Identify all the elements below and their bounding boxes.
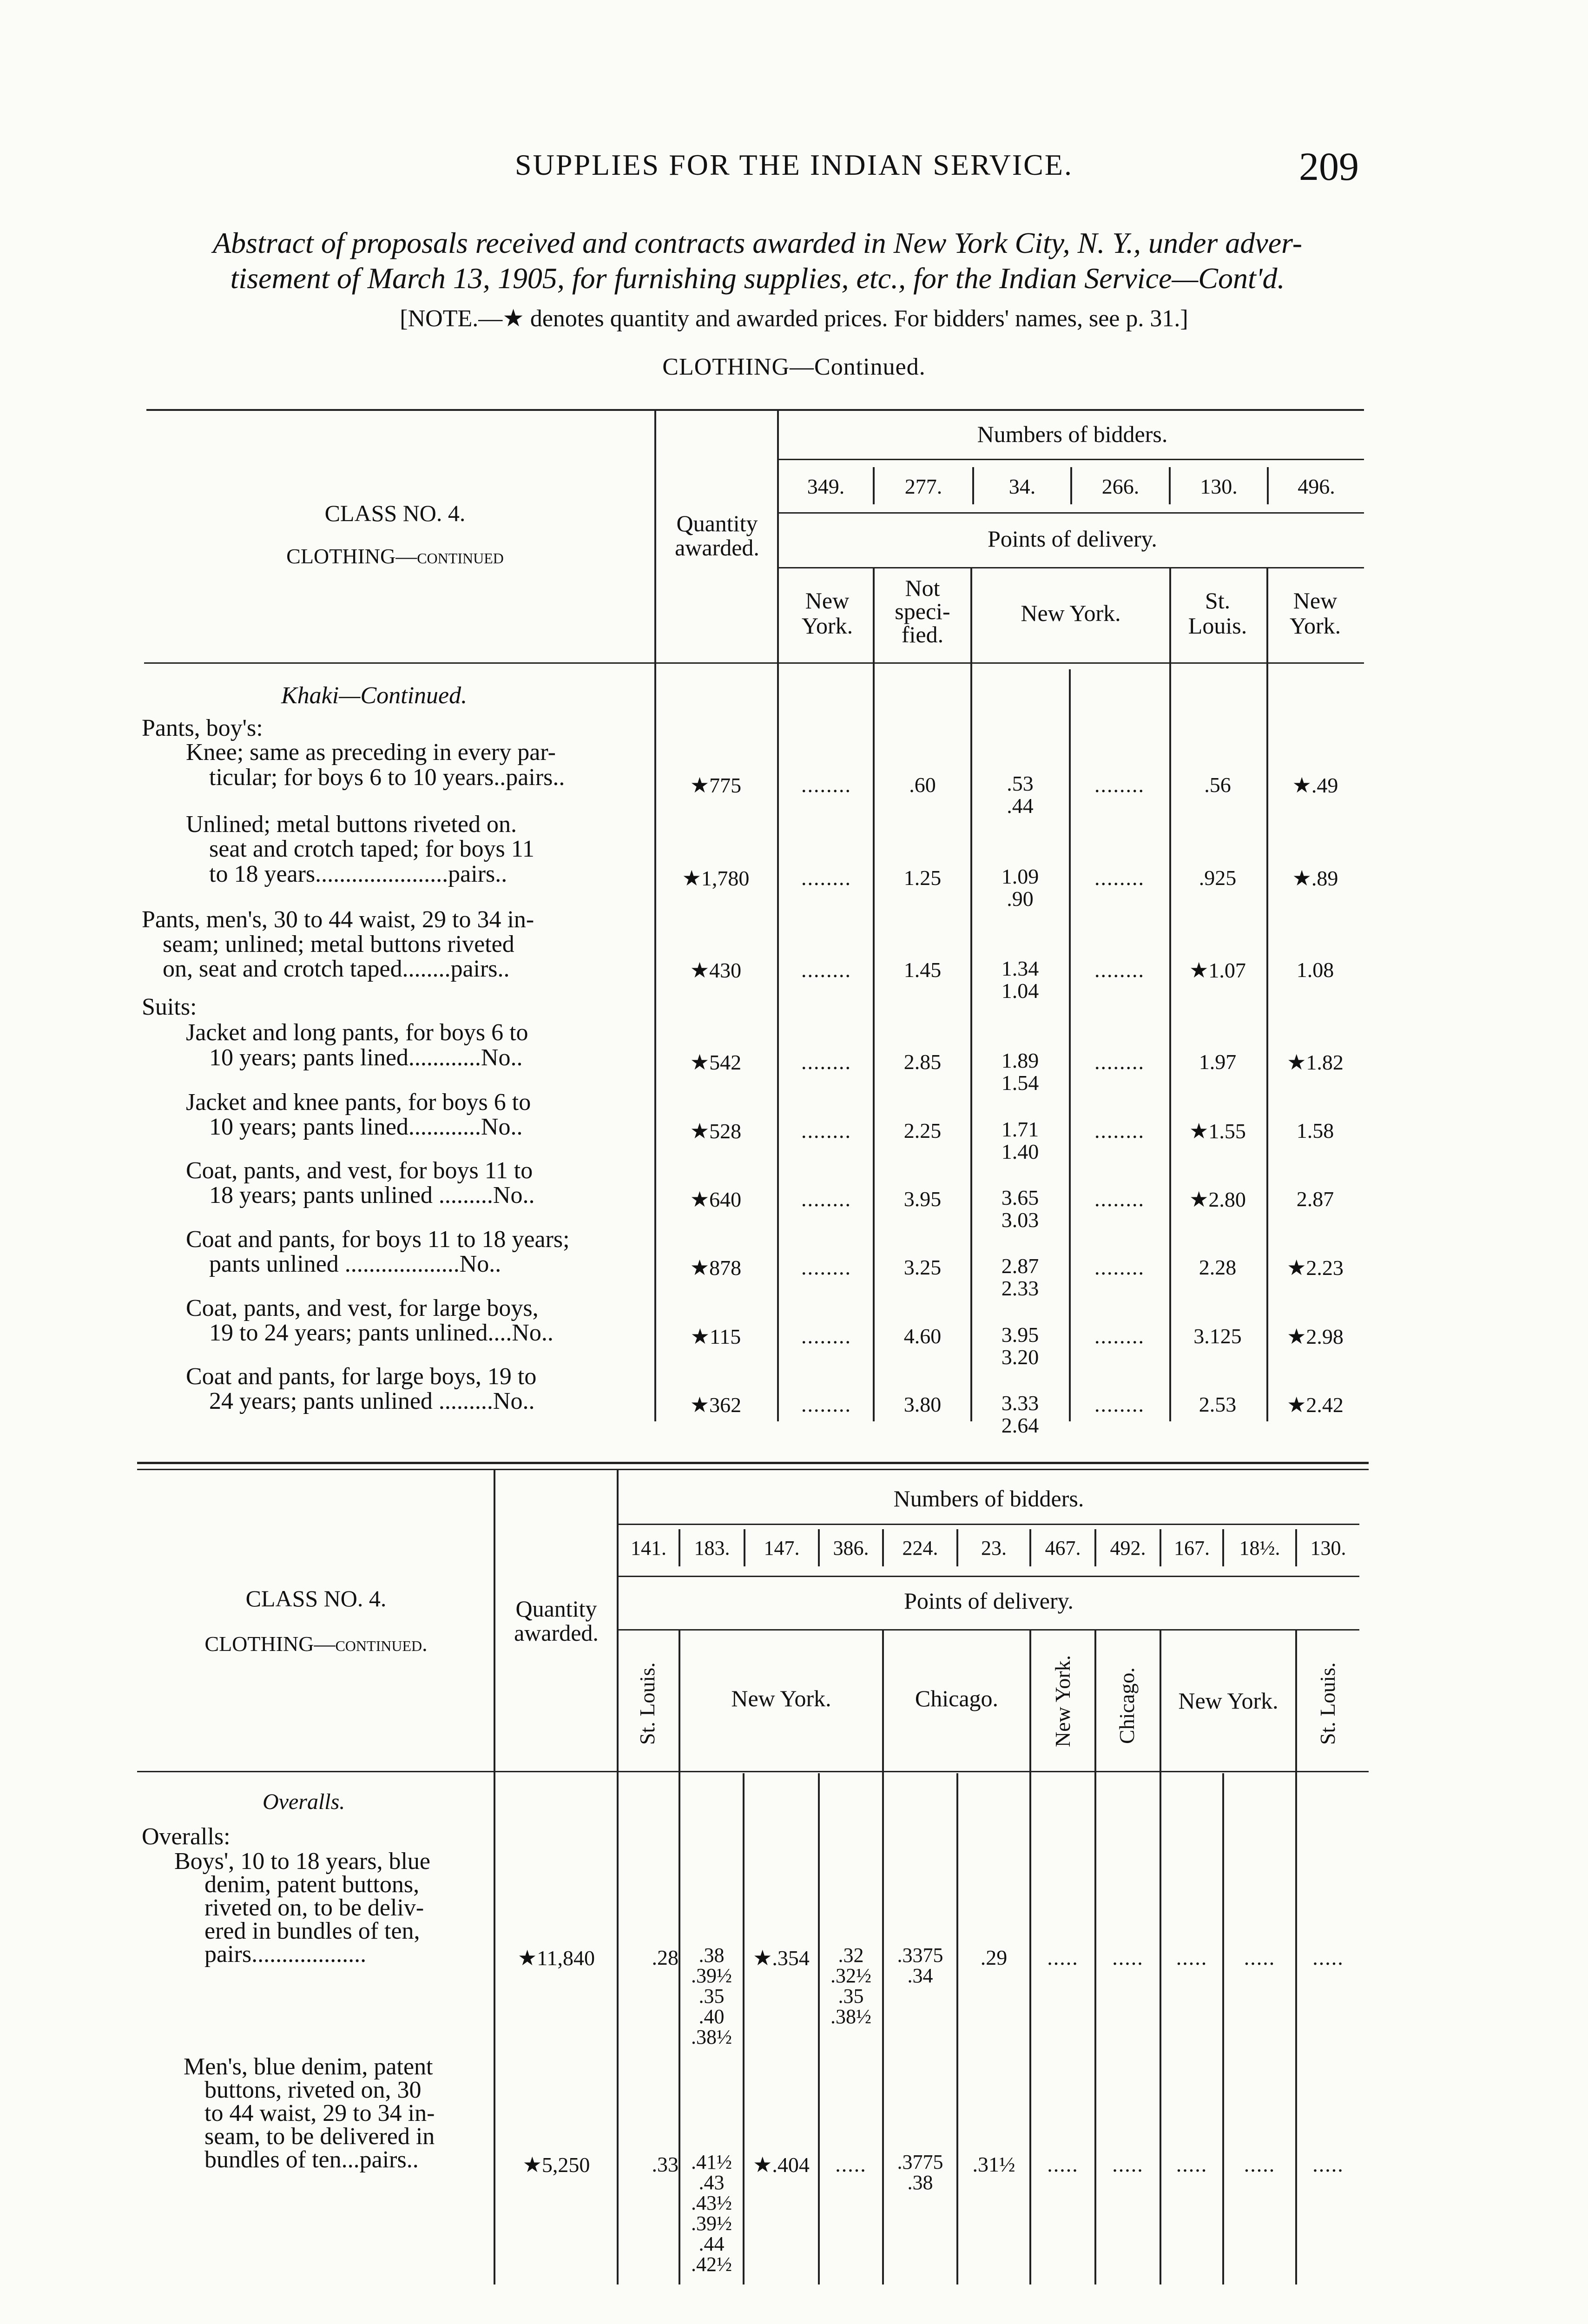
bidder-number: 18½. xyxy=(1239,1537,1280,1559)
price-cell: ........ xyxy=(801,958,851,982)
price-cell: ..... xyxy=(1047,1946,1079,1969)
row-desc: to 18 years......................pairs.. xyxy=(209,861,507,887)
price-cell: ........ xyxy=(1094,1119,1145,1142)
price-cell: ........ xyxy=(801,1050,851,1074)
class-label: CLASS NO. 4. xyxy=(245,1585,387,1611)
bidder-number: 34. xyxy=(1008,475,1036,498)
delivery-point: New York. xyxy=(1051,1655,1074,1748)
price-cell: ★.49 xyxy=(1292,773,1338,797)
section-heading: CLOTHING—Continued. xyxy=(662,354,926,380)
bidder-number: 130. xyxy=(1200,475,1238,498)
price-cell: 3.95 3.20 xyxy=(1001,1323,1039,1369)
price-cell: 2.87 xyxy=(1296,1187,1334,1211)
rule xyxy=(743,1773,745,2284)
price-cell: .28 xyxy=(652,1946,679,1969)
price-cell: .60 xyxy=(909,773,936,797)
price-cell: .925 xyxy=(1199,866,1237,890)
price-cell: ..... xyxy=(835,2152,867,2176)
delivery-point: St. Louis. xyxy=(635,1662,659,1745)
row-desc: Coat and pants, for boys 11 to 18 years; xyxy=(186,1226,570,1253)
price-cell: 3.80 xyxy=(903,1393,942,1416)
quantity-cell: ★11,840 xyxy=(517,1946,595,1970)
points-header: Points of delivery. xyxy=(988,526,1157,552)
price-cell: ........ xyxy=(1094,1324,1145,1348)
row-desc: 18 years; pants unlined .........No.. xyxy=(209,1182,535,1208)
row-desc: 19 to 24 years; pants unlined....No.. xyxy=(209,1320,553,1346)
rule xyxy=(818,1773,820,2284)
bidder-number: 266. xyxy=(1101,475,1140,498)
row-desc: pants unlined ...................No.. xyxy=(209,1251,501,1277)
price-cell: 3.95 xyxy=(903,1187,942,1211)
price-cell: 1.09 .90 xyxy=(1001,865,1039,911)
rule xyxy=(146,409,1364,411)
category-label: Suits: xyxy=(142,994,197,1020)
price-cell: ........ xyxy=(1094,1255,1145,1279)
rule xyxy=(1266,568,1268,1421)
class-sub: CLOTHING—continued. xyxy=(204,1632,428,1656)
rule xyxy=(618,1576,1359,1577)
bidder-number: 130. xyxy=(1310,1537,1346,1559)
price-cell: 1.89 1.54 xyxy=(1001,1049,1039,1095)
row-desc: Knee; same as preceding in every par- xyxy=(186,739,556,766)
row-desc: Jacket and knee pants, for boys 6 to xyxy=(186,1089,531,1116)
quantity-cell: ★542 xyxy=(690,1050,742,1074)
points-header: Points of delivery. xyxy=(904,1588,1074,1614)
row-desc: bundles of ten...pairs.. xyxy=(204,2146,419,2173)
note: [NOTE.—★ denotes quantity and awarded prices. For bidders' names, see p. 31.] xyxy=(400,305,1188,332)
bidder-number: 147. xyxy=(764,1537,800,1559)
bidder-number: 183. xyxy=(694,1537,730,1559)
price-cell: 3.25 xyxy=(903,1255,942,1279)
quantity-cell: ★528 xyxy=(690,1119,742,1143)
bidder-number: 277. xyxy=(904,475,942,498)
rule xyxy=(873,568,875,1421)
rule xyxy=(654,409,656,1421)
row-desc: Coat, pants, and vest, for boys 11 to xyxy=(186,1157,533,1184)
quantity-cell: ★878 xyxy=(690,1256,742,1280)
price-cell: ★2.80 xyxy=(1189,1188,1246,1211)
bidder-number: 496. xyxy=(1298,475,1335,498)
price-cell: 2.85 xyxy=(903,1050,942,1074)
bidder-number: 467. xyxy=(1045,1537,1081,1559)
price-cell: 2.25 xyxy=(903,1119,942,1142)
price-cell: 1.25 xyxy=(903,866,942,890)
price-cell: .56 xyxy=(1204,773,1231,797)
bidder-number: 141. xyxy=(631,1537,666,1559)
rule xyxy=(778,567,1364,568)
delivery-point: New York. xyxy=(1021,600,1121,626)
price-cell: 1.08 xyxy=(1296,958,1334,982)
price-cell: .33 xyxy=(652,2152,679,2176)
price-cell: ★2.23 xyxy=(1287,1256,1344,1280)
bidders-header: Numbers of bidders. xyxy=(977,421,1168,447)
price-cell: 2.28 xyxy=(1199,1255,1237,1279)
rule xyxy=(618,1524,1359,1525)
rule xyxy=(137,1469,1369,1470)
abstract-line-1: Abstract of proposals received and contracts awarded in New York City, N. Y., under adver- xyxy=(212,226,1303,259)
price-cell: ........ xyxy=(1094,866,1145,890)
row-desc: Coat, pants, and vest, for large boys, xyxy=(186,1295,539,1321)
rule xyxy=(970,568,972,1421)
price-cell: ........ xyxy=(1094,958,1145,982)
row-desc: 10 years; pants lined............No.. xyxy=(209,1114,523,1140)
delivery-point: Chicago. xyxy=(1115,1667,1139,1744)
class-label: CLASS NO. 4. xyxy=(324,500,466,526)
price-cell: ..... xyxy=(1112,2152,1144,2176)
price-cell: ..... xyxy=(1047,2152,1079,2176)
price-cell: ........ xyxy=(801,1119,851,1142)
price-cell: ★2.98 xyxy=(1287,1325,1344,1348)
price-cell: ★.89 xyxy=(1292,866,1338,890)
price-cell: ★2.42 xyxy=(1287,1393,1344,1417)
row-desc: Coat and pants, for large boys, 19 to xyxy=(186,1363,537,1390)
row-desc: 24 years; pants unlined .........No.. xyxy=(209,1388,535,1414)
row-desc: denim, patent buttons, xyxy=(204,1871,420,1898)
price-cell: .29 xyxy=(980,1946,1008,1969)
rule xyxy=(777,409,779,1421)
delivery-point: New York. xyxy=(801,588,853,639)
price-cell: .38 .39½ .35 .40 .38½ xyxy=(691,1944,732,2048)
row-desc: Unlined; metal buttons riveted on. xyxy=(186,811,517,838)
price-cell: ........ xyxy=(1094,1050,1145,1074)
price-cell: 1.58 xyxy=(1296,1119,1334,1142)
rule xyxy=(956,1773,958,2284)
price-cell: ★1.07 xyxy=(1189,958,1246,982)
quantity-header: Quantity awarded. xyxy=(675,510,759,561)
row-desc: on, seat and crotch taped........pairs.. xyxy=(163,956,510,982)
rule xyxy=(137,1771,1369,1772)
price-cell: ........ xyxy=(801,1324,851,1348)
running-header: SUPPLIES FOR THE INDIAN SERVICE. xyxy=(515,148,1073,181)
delivery-point: Not speci-fied. xyxy=(895,575,950,647)
page-number: 209 xyxy=(1299,144,1359,189)
row-desc: pairs................... xyxy=(204,1941,367,1967)
delivery-point: St. Louis. xyxy=(1188,588,1247,639)
price-cell: 1.34 1.04 xyxy=(1001,957,1039,1003)
price-cell: ..... xyxy=(1244,1946,1276,1969)
category-label: Overalls: xyxy=(142,1823,231,1850)
price-cell: .32 .32½ .35 .38½ xyxy=(830,1944,871,2028)
price-cell: 3.65 3.03 xyxy=(1001,1186,1039,1232)
rule xyxy=(144,662,1364,664)
row-desc: seat and crotch taped; for boys 11 xyxy=(209,836,534,862)
price-cell: .3775 .38 xyxy=(897,2151,943,2194)
bidder-number: 386. xyxy=(833,1537,869,1559)
price-cell: ..... xyxy=(1176,2152,1208,2176)
rule xyxy=(1169,568,1171,1421)
price-cell: 1.71 1.40 xyxy=(1001,1117,1039,1163)
price-cell: ..... xyxy=(1312,2152,1344,2176)
price-cell: 1.45 xyxy=(903,958,942,982)
rule xyxy=(137,1462,1369,1464)
price-cell: ........ xyxy=(801,866,851,890)
bidders-header: Numbers of bidders. xyxy=(893,1486,1084,1512)
price-cell: ..... xyxy=(1312,1946,1344,1969)
delivery-point: New York. xyxy=(1289,588,1341,639)
row-desc: Jacket and long pants, for boys 6 to xyxy=(186,1019,528,1046)
group-heading: Khaki—Continued. xyxy=(281,682,468,709)
row-desc: riveted on, to be deliv- xyxy=(204,1895,424,1921)
price-cell: .3375 .34 xyxy=(897,1944,943,1987)
price-cell: .31½ xyxy=(972,2152,1015,2176)
row-desc: Pants, men's, 30 to 44 waist, 29 to 34 in- xyxy=(142,906,534,933)
price-cell: ★1.55 xyxy=(1189,1119,1246,1143)
price-cell: ★.404 xyxy=(753,2153,810,2177)
price-cell: ..... xyxy=(1176,1946,1208,1969)
delivery-point: New York. xyxy=(731,1685,831,1711)
bidder-number: 167. xyxy=(1174,1537,1210,1559)
quantity-cell: ★5,250 xyxy=(522,2153,590,2177)
price-cell: 2.87 2.33 xyxy=(1001,1254,1039,1300)
delivery-point: St. Louis. xyxy=(1316,1662,1339,1745)
rule xyxy=(778,459,1364,460)
row-desc: seam, to be delivered in xyxy=(204,2123,435,2150)
row-desc: ticular; for boys 6 to 10 years..pairs.. xyxy=(209,764,565,791)
bidder-number: 224. xyxy=(902,1537,938,1559)
quantity-cell: ★115 xyxy=(690,1325,741,1348)
row-desc: seam; unlined; metal buttons riveted xyxy=(163,931,514,957)
price-cell: .41½ .43 .43½ .39½ .44 .42½ xyxy=(691,2151,732,2276)
price-cell: ..... xyxy=(1244,2152,1276,2176)
price-cell: 4.60 xyxy=(903,1324,942,1348)
rule xyxy=(1222,1773,1224,2284)
price-cell: 2.53 xyxy=(1199,1393,1237,1416)
row-desc: to 44 waist, 29 to 34 in- xyxy=(204,2100,435,2126)
quantity-header: Quantity awarded. xyxy=(514,1596,599,1646)
category-label: Pants, boy's: xyxy=(142,715,263,741)
bidder-number: 349. xyxy=(807,475,845,498)
price-cell: ........ xyxy=(801,1255,851,1279)
bidder-number: 492. xyxy=(1110,1537,1146,1559)
abstract-line-2: tisement of March 13, 1905, for furnishing supplies, etc., for the Indian Service—Cont'd. xyxy=(230,262,1285,295)
price-cell: 3.125 xyxy=(1193,1324,1242,1348)
quantity-cell: ★775 xyxy=(690,773,742,797)
rule xyxy=(618,1629,1359,1631)
row-desc: Men's, blue denim, patent xyxy=(184,2053,433,2080)
delivery-point: New York. xyxy=(1178,1688,1278,1714)
quantity-cell: ★640 xyxy=(690,1188,742,1211)
price-cell: ........ xyxy=(801,1393,851,1416)
price-cell: ........ xyxy=(801,773,851,797)
row-desc: 10 years; pants lined............No.. xyxy=(209,1044,523,1071)
class-sub: CLOTHING—continued xyxy=(286,544,504,568)
price-cell: ★1.82 xyxy=(1287,1050,1344,1074)
rule xyxy=(494,1469,495,2284)
quantity-cell: ★430 xyxy=(690,958,742,982)
row-desc: Boys', 10 to 18 years, blue xyxy=(174,1848,430,1875)
row-desc: buttons, riveted on, 30 xyxy=(204,2077,422,2103)
bidder-number: 23. xyxy=(981,1537,1007,1559)
price-cell: ........ xyxy=(1094,1187,1145,1211)
price-cell: ★.354 xyxy=(753,1946,810,1970)
quantity-cell: ★362 xyxy=(690,1393,742,1417)
price-cell: ........ xyxy=(801,1187,851,1211)
price-cell: .53 .44 xyxy=(1007,772,1034,818)
quantity-cell: ★1,780 xyxy=(682,866,750,890)
price-cell: 3.33 2.64 xyxy=(1001,1391,1039,1437)
price-cell: ..... xyxy=(1112,1946,1144,1969)
price-cell: ........ xyxy=(1094,1393,1145,1416)
price-cell: ........ xyxy=(1094,773,1145,797)
group-heading: Overalls. xyxy=(263,1789,345,1814)
row-desc: ered in bundles of ten, xyxy=(204,1918,420,1944)
delivery-point: Chicago. xyxy=(915,1685,999,1711)
abstract-title xyxy=(144,225,1371,296)
price-cell: 1.97 xyxy=(1199,1050,1237,1074)
rule xyxy=(778,512,1364,514)
